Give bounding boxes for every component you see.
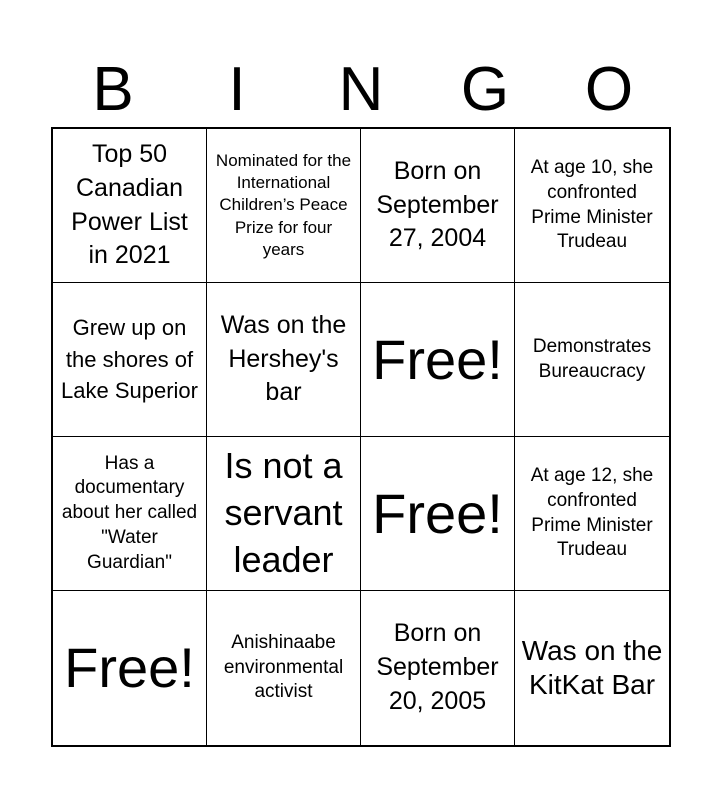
header-letter-i: I: [228, 55, 246, 124]
bingo-cell[interactable]: Grew up on the shores of Lake Superior: [53, 283, 207, 437]
bingo-cell[interactable]: At age 10, she confronted Prime Minister Trudeau: [515, 129, 669, 283]
bingo-cell[interactable]: Was on the KitKat Bar: [521, 635, 663, 700]
bingo-cell[interactable]: Anishinaabe environmental activist: [207, 591, 361, 745]
bingo-cell[interactable]: Born on September 27, 2004: [361, 129, 515, 283]
header-letter-n: N: [338, 55, 384, 124]
header-letter-b: B: [92, 55, 134, 124]
bingo-cell[interactable]: Top 50 Canadian Power List in 2021: [53, 129, 207, 283]
header-letter-g: G: [460, 55, 510, 124]
bingo-cell[interactable]: Has a documentary about her called "Water Guardian": [53, 437, 207, 591]
free-space-cell[interactable]: Free!: [53, 591, 207, 745]
bingo-cell[interactable]: Was on the Hershey's bar: [207, 283, 361, 437]
bingo-cell[interactable]: Born on September 20, 2005: [361, 591, 515, 745]
bingo-cell[interactable]: Demonstrates Bureaucracy: [515, 283, 669, 437]
bingo-cell[interactable]: At age 12, she confronted Prime Minister Trudeau: [515, 437, 669, 591]
bingo-board: [51, 127, 671, 747]
free-space-cell[interactable]: Free!: [361, 283, 515, 437]
bingo-header: [51, 52, 671, 128]
free-space-cell[interactable]: Free!: [361, 437, 515, 591]
bingo-cell[interactable]: Nominated for the International Children’s Peace Prize for four years: [207, 129, 361, 283]
header-letter-o: O: [584, 55, 634, 124]
bingo-cell[interactable]: Is not a servant leader: [207, 437, 361, 591]
